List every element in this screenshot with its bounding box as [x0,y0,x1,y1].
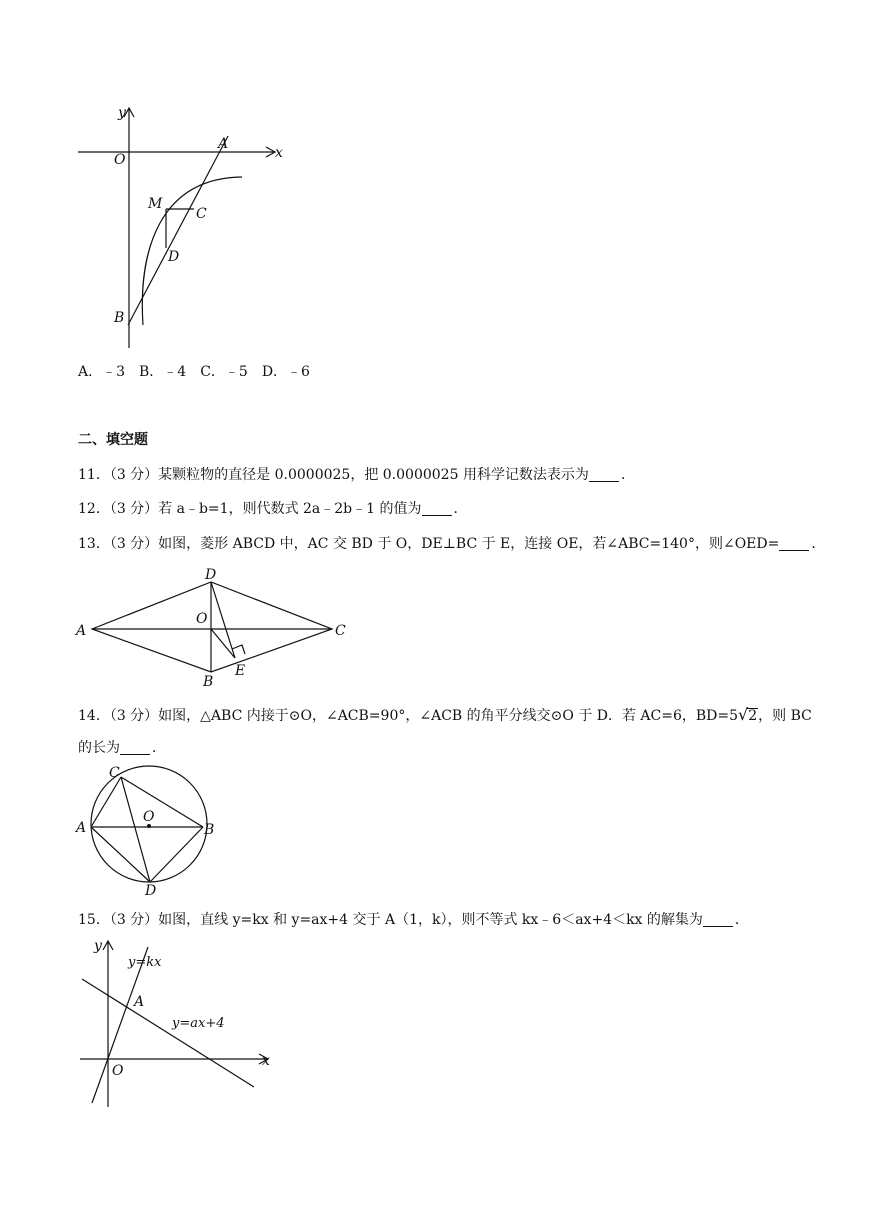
label-b: B [204,822,215,838]
label-d: D [145,883,157,899]
label-m: M [148,196,163,212]
section-title: 二、填空题 [78,432,148,448]
q12-answer-blank[interactable] [422,501,452,516]
q14-answer-blank[interactable] [120,740,150,755]
q14-end: ． [152,740,166,756]
label-o: O [112,1063,124,1079]
label-o: O [196,611,208,627]
label-a: A [218,136,229,152]
label-d: D [168,249,180,265]
label-o: O [143,809,155,825]
label-b: B [203,674,214,690]
label-y: y [94,938,102,954]
q10-options: A．﹣3 B．﹣4 C．﹣5 D．﹣6 [78,364,310,380]
label-e: E [235,663,246,679]
figure-q10 [70,100,290,355]
right-angle-mark [232,645,245,654]
q13-answer-blank[interactable] [779,536,809,551]
label-c: C [196,206,207,222]
label-d: D [205,567,217,583]
q12-text: 12．（3 分）若 a﹣b=1，则代数式 2a﹣2b﹣1 的值为 [78,501,422,517]
label-x: x [275,145,283,161]
q15-text: 15．（3 分）如图，直线 y=kx 和 y=ax+4 交于 A（1，k），则不等式 kx﹣6＜ax+4＜kx 的解集为 [78,912,703,928]
figure-q14 [70,760,230,900]
label-b: B [114,310,125,326]
rhombus-abcd [92,582,332,672]
q14-text-cont: ，则 BC [758,708,812,724]
figure-q13 [70,565,360,690]
q14-text: 14．（3 分）如图，△ABC 内接于⊙O，∠ACB=90°，∠ACB 的角平分线交⊙O 于 D．若 AC=6，BD=5 [78,708,739,724]
q11-text: 11．（3 分）某颗粒物的直径是 0.0000025，把 0.0000025 用科学记数法表示为 [78,467,589,483]
sqrt-sign: √ [738,705,749,724]
q11-answer-blank[interactable] [589,467,619,482]
question-15 [78,910,749,930]
q14-radicand: 2 [748,708,758,724]
line-y-kx [92,947,148,1103]
q11-end: ． [620,467,635,483]
segment-cd [121,777,150,882]
segment-bd [150,827,203,882]
label-o: O [114,152,126,168]
label-a: A [76,820,87,836]
figure-q15 [70,933,280,1113]
label-a: A [134,994,145,1010]
q13-end: ． [811,536,826,552]
label-x: x [262,1053,270,1069]
label-c: C [109,765,120,781]
segment-oe [211,629,235,658]
label-c: C [335,623,346,639]
question-11 [78,465,635,485]
q12-end: ． [453,501,468,517]
question-14-line2 [78,738,166,758]
q13-text: 13．（3 分）如图，菱形 ABCD 中，AC 交 BD 于 O，DE⊥BC 于 E，连接 OE，若∠ABC=140°，则∠OED= [78,536,780,552]
q15-end: ． [734,912,749,928]
label-a: A [76,623,87,639]
label-y: y [118,105,126,121]
q15-answer-blank[interactable] [703,912,733,927]
question-12 [78,499,468,519]
question-14 [78,705,812,726]
segment-de [211,582,235,658]
label-y-kx: y=kx [128,955,162,970]
label-y-ax-plus-4: y=ax+4 [172,1016,225,1031]
question-13 [78,534,825,554]
q14-line2-text: 的长为 [78,740,120,756]
